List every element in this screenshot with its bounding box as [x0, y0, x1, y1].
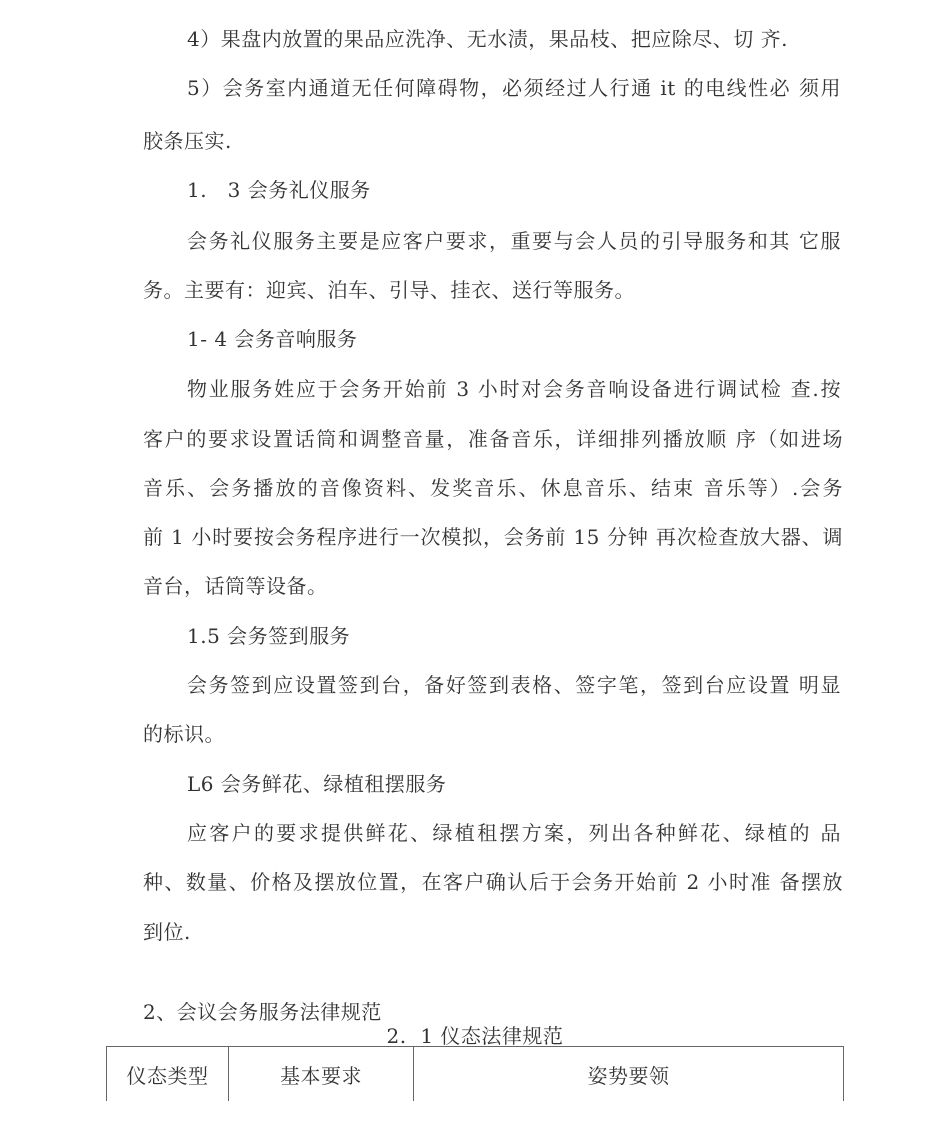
paragraph-passage-line-2: 胶条压实. [143, 129, 232, 153]
paragraph-audio-line-2: 客户的要求设置话筒和调整音量，准备音乐，详细排列播放顺 序（如进场 [143, 427, 843, 451]
table-header-posture-essentials: 姿势要领 [414, 1047, 844, 1102]
table-header-row [107, 1047, 844, 1102]
table-header-posture-type: 仪态类型 [107, 1047, 229, 1102]
section-heading-1-5: 1.5 会务签到服务 [187, 624, 351, 648]
paragraph-signin-line-2: 的标识。 [143, 722, 225, 746]
paragraph-audio-line-1: 物业服务姓应于会务开始前 3 小时对会务音响设备进行调试检 查.按 [187, 377, 841, 401]
paragraph-passage-line-1: 5）会务室内通道无任何障碍物，必须经过人行通 it 的电线性必 须用 [187, 76, 841, 100]
paragraph-audio-line-4: 前 1 小时要按会务程序进行一次模拟，会务前 15 分钟 再次检查放大器、调 [143, 525, 843, 549]
paragraph-flowers-line-1: 应客户的要求提供鲜花、绿植租摆方案，列出各种鲜花、绿植的 品 [187, 821, 841, 845]
table-header-basic-requirements: 基本要求 [229, 1047, 414, 1102]
paragraph-signin-line-1: 会务签到应设置签到台，备好签到表格、签字笔，签到台应设置 明显 [187, 673, 841, 697]
paragraph-fruit-plate: 4）果盘内放置的果品应洗净、无水渍，果品枝、把应除尽、切 齐. [187, 27, 788, 51]
etiquette-spec-table [106, 1046, 844, 1101]
table-caption: 2. 1 仪态法律规范 [386, 1024, 564, 1048]
section-heading-1-6: L6 会务鲜花、绿植租摆服务 [187, 772, 447, 796]
paragraph-audio-line-3: 音乐、会务播放的音像资料、发奖音乐、休息音乐、结束 音乐等）.会务 [143, 476, 843, 500]
paragraph-etiquette-line-2: 务。主要有：迎宾、泊车、引导、挂衣、送行等服务。 [143, 278, 635, 302]
paragraph-audio-line-5: 音台，话筒等设备。 [143, 574, 328, 598]
paragraph-flowers-line-2: 种、数量、价格及摆放位置，在客户确认后于会务开始前 2 小时准 备摆放 [143, 870, 843, 894]
section-heading-2: 2、会议会务服务法律规范 [143, 1000, 382, 1024]
paragraph-flowers-line-3: 到位. [143, 920, 191, 944]
section-heading-1-4: 1- 4 会务音响服务 [187, 327, 358, 351]
section-heading-1-3: 1. 3 会务礼仪服务 [187, 178, 371, 202]
paragraph-etiquette-line-1: 会务礼仪服务主要是应客户要求，重要与会人员的引导服务和其 它服 [187, 229, 841, 253]
